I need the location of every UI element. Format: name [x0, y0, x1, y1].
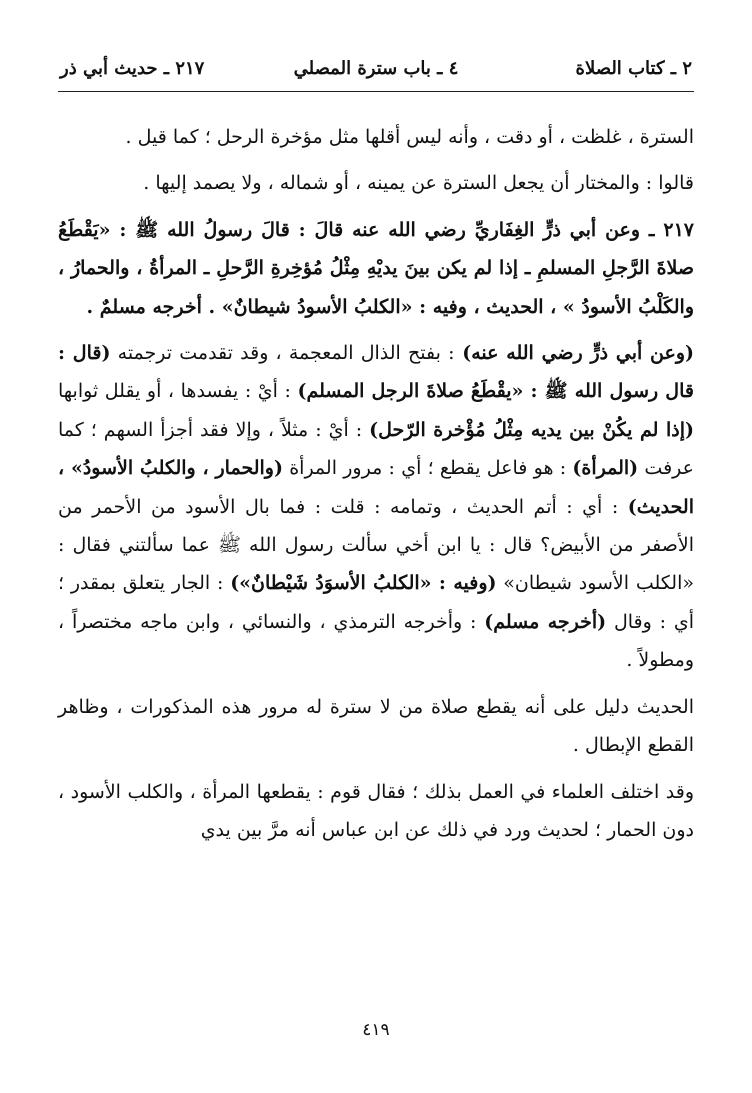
text-segment: : بفتح الذال المعجمة ، وقد تقدمت ترجمته — [110, 342, 455, 365]
text-segment: : أيْ : يفسدها ، أو يقلل ثوابها — [58, 380, 298, 403]
text-segment: قالوا : والمختار أن يجعل السترة عن يمينه ، أو شماله ، ولا يصمد إليها . — [143, 172, 694, 195]
text-segment: (أخرجه مسلم) — [484, 610, 607, 633]
text-segment: الحديث دليل على أنه يقطع صلاة من لا سترة له مرور هذه المذكورات ، وظاهر القطع الإبطال . — [58, 695, 694, 757]
text-segment: (إذا لم يكُنْ بين يديه مِثْلُ مُؤْخرة الرّحل) — [369, 418, 694, 441]
text-segment: : وأخرجه الترمذي ، والنسائي ، وابن ماجه مختصراً ، ومطولاً . — [58, 610, 694, 672]
text-segment: (المرأة) — [572, 457, 639, 480]
header-chapter-title: ٢ ـ كتاب الصلاة — [575, 58, 692, 79]
text-segment: (قال : قال رسول الله ﷺ : «يقْطَعُ صلاةَ الرجل المسلم) — [58, 342, 694, 403]
page-number: ٤١٩ — [362, 1020, 390, 1040]
paragraph — [58, 164, 694, 202]
text-segment: (والحمار ، والكلبُ الأسودُ» ، الحديث) — [58, 457, 694, 518]
text-segment: (وعن أبي ذرٍّ رضي الله عنه) — [454, 342, 694, 365]
hadith-text — [58, 211, 694, 326]
text-segment: ٢١٧ ـ وعن أبي ذرٍّ الغِفَاريِّ رضي الله عنه قالَ : قالَ رسولُ الله ﷺ : «يَقْطَعُ صلاةَ الرَّجلِ المسلمِ ـ إذا لم يكن بينَ يديْهِ مِثْلُ مُؤخِرةِ الرَّحلِ ـ المرأةُ ، والحمارُ ، والكَلْبُ الأسودُ » ، الحديث ، وفيه : «الكلبُ الأسودُ شيطانٌ» . أخرجه مسلمٌ . — [58, 218, 694, 318]
paragraph — [58, 773, 694, 850]
text-segment: : هو فاعل يقطع ؛ أي : مرور المرأة — [282, 457, 573, 480]
paragraph — [58, 118, 694, 156]
text-segment: : أيْ : مثلاً ، وإلا فقد أجزأ السهم ؛ كما عرفت — [58, 418, 694, 480]
paragraph — [58, 688, 694, 765]
text-segment: وقد اختلف العلماء في العمل بذلك ؛ فقال قوم : يقطعها المرأة ، والكلب الأسود ، دون الحمار ؛ لحديث ورد في ذلك عن ابن عباس أنه مرَّ بين يدي — [58, 780, 694, 841]
text-segment: (وفيه : «الكلبُ الأسوَدُ شَيْطانٌ») — [230, 572, 497, 595]
commentary-paragraph — [58, 334, 694, 680]
text-segment: السترة ، غلظت ، أو دقت ، وأنه ليس أقلها مثل مؤخرة الرحل ؛ كما قيل . — [125, 126, 694, 148]
page-body — [58, 118, 694, 849]
header-section-title: ٤ ـ باب سترة المصلي — [293, 58, 459, 79]
header-hadith-title: ٢١٧ ـ حديث أبي ذر — [60, 58, 205, 79]
running-header — [58, 55, 694, 92]
text-segment: : الجار يتعلق بمقدر ؛ أي : وقال — [58, 572, 694, 633]
text-segment: : أي : أتم الحديث ، وتمامه : قلت : فما بال الأسود من الأحمر من الأصفر من الأبيض؟ قال : يا ابن أخي سألت رسول الله ﷺ عما سألتني فقال : «الكلب الأسود شيطان» — [58, 495, 694, 595]
